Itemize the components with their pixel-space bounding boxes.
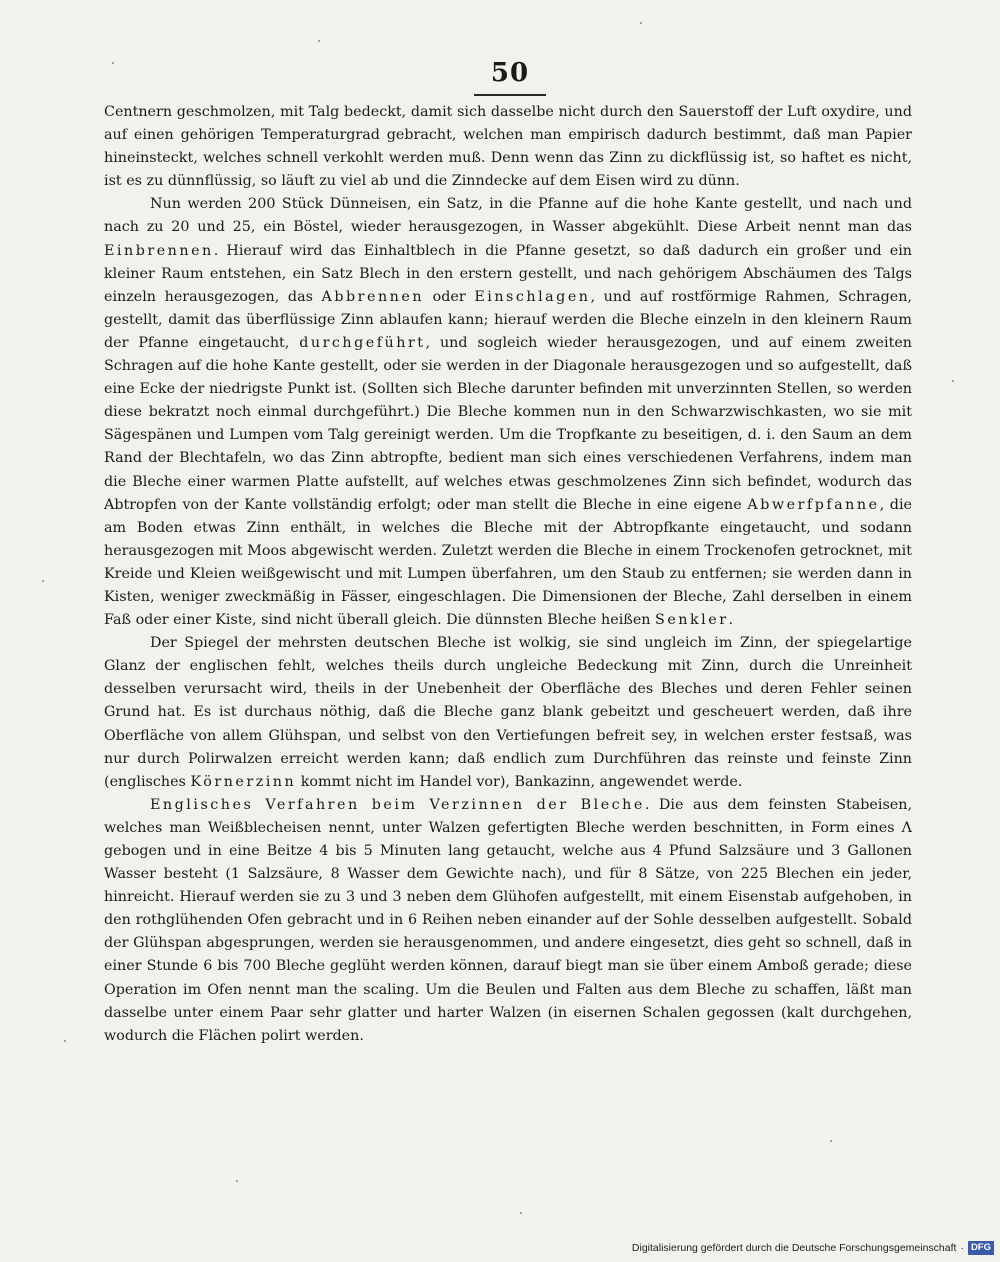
text-run: Nun werden 200 Stück Dünneisen, ein Satz, in die Pfanne auf die hohe Kante gestellt, und nach und nach zu 20 und 25, ein Böstel, wieder herausgezogen, in Wasser abgekühlt. Diese Arbeit nennt man das (104, 196, 912, 236)
spaced-term: durchgeführt (299, 334, 426, 351)
body-text (104, 101, 912, 1048)
scan-speck (112, 62, 114, 64)
text-run: Der Spiegel der mehrsten deutschen Bleche ist wolkig, sie sind ungleich im Zinn, der spiegelartige Glanz der englischen fehlt, welches theils durch ungleiche Bedeckung mit Zinn, durch die Unreinheit desselben verursacht wird, theils in der Unebenheit der Oberfläche des Bleches und deren Fehler seinen Grund hat. Es ist durchaus nöthig, daß die Bleche ganz blank gebeitzt und gescheuert werden, daß ihre Oberfläche von allem Glühspan, und selbst von den Vertiefungen befreit sey, in welchen erster festsaß, was nur durch Polirwalzen erreicht werden kann; daß endlich zum Durchführen das reinste und feinste Zinn (englisches (104, 635, 912, 790)
paragraph (104, 101, 912, 193)
spaced-term: Englisches Verfahren beim Verzinnen der Bleche (150, 796, 645, 813)
spaced-term: Einbrennen (104, 242, 214, 259)
scan-speck (520, 1212, 522, 1214)
spaced-term: Abbrennen (321, 288, 425, 305)
paragraph (104, 794, 912, 1048)
dfg-logo: DFG (968, 1241, 994, 1255)
paragraph (104, 193, 912, 632)
footer-credit (632, 1240, 994, 1256)
text-run: Centnern geschmolzen, mit Talg bedeckt, damit sich dasselbe nicht durch den Sauerstoff der Luft oxydire, und auf einen gehörigen Temperaturgrad gebracht, welchen man empirisch dadurch bestimmt, daß man Papier hineinsteckt, welches schnell verkohlt werden muß. Denn wenn das Zinn zu dickflüssig ist, so haftet es nicht, ist es zu dünnflüssig, so läuft zu viel ab und die Zinndecke auf dem Eisen wird zu dünn. (104, 104, 912, 190)
text-run: oder (424, 288, 475, 305)
page-number-rule (474, 94, 546, 96)
spaced-term: Senkler (655, 612, 729, 629)
spaced-term: Abwerfpfanne (747, 496, 880, 513)
text-run: , und sogleich wieder herausgezogen, und auf einem zweiten Schragen auf die hohe Kante gestellt, oder sie werden in der Diagonale herausgezogen und so aufgestellt, daß eine Ecke der niedrigste Punkt ist. (Sollten sich Bleche darunter befinden mit unverzinnten Stellen, so werden diese bekratzt noch einmal durchgeführt.) Die Bleche kommen nun in den Schwarzwischkasten, wo sie mit Sägespänen und Lumpen vom Talg gereinigt werden. Um die Tropfkante zu beseitigen, d. i. den Saum an dem Rand der Blechtafeln, wo das Zinn abtropfte, bedient man sich eines verschiedenen Verfahrens, indem man die Bleche einer warmen Platte aufstellt, auf welches etwas geschmolzenes Zinn sich befindet, wodurch das Abtropfen von der Kante vollständig erfolgt; oder man stellt die Bleche in eine eigene (104, 334, 912, 513)
scan-speck (236, 1180, 238, 1182)
text-run: . Die aus dem feinsten Stabeisen, welches man Weißblecheisen nennt, unter Walzen gefertigten Bleche werden beschnitten, in Form eines Λ gebogen und in eine Beitze 4 bis 5 Minuten lang getaucht, welche aus 4 Pfund Salzsäure und 3 Gallonen Wasser besteht (1 Salzsäure, 8 Wasser dem Gewichte nach), und für 8 Sätze, von 225 Blechen ein jeder, hinreicht. Hierauf werden sie zu 3 und 3 neben dem Glühofen aufgestellt, mit einem Eisenstab aufgehoben, in den rothglühenden Ofen gebracht und in 6 Reihen neben einander auf der Sohle desselben aufgestellt. Sobald der Glühspan abgesprungen, werden sie herausgenommen, und andere eingesetzt, dies geht so schnell, daß in einer Stunde 6 bis 700 Bleche geglüht werden können, darauf biegt man sie über einem Amboß gerade; diese Operation im Ofen nennt man the scaling. Um die Beulen und Falten aus dem Bleche zu schaffen, läßt man dasselbe unter einem Paar sehr glatter und harter Walzen (in eisernen Schalen gegossen (kalt durchgehen, wodurch die Flächen polirt werden. (104, 796, 912, 1044)
text-run: , und auf rostförmige Rahmen, Schragen, gestellt, damit das überflüssige Zinn ablaufen kann; hierauf werden die Bleche einzeln in den kleinern Raum der Pfanne eingetaucht, (104, 288, 912, 351)
spaced-term: Einschlagen (474, 288, 591, 305)
text-run: . (728, 612, 734, 629)
text-run: . Hierauf wird das Einhaltblech in die Pfanne gesetzt, so daß dadurch ein großer und ein kleiner Raum entstehen, ein Satz Blech in den erstern gestellt, und nach gehörigem Abschäumen des Talgs einzeln herausgezogen, das (104, 242, 912, 305)
text-run: kommt nicht im Handel vor), Bankazinn, angewendet werde. (296, 773, 743, 790)
scan-speck (318, 40, 320, 42)
scan-speck (64, 1040, 66, 1042)
text-run: , die am Boden etwas Zinn enthält, in welches die Bleche mit der Abtropfkante eingetaucht, und sodann herausgezogen mit Moos abgewischt werden. Zuletzt werden die Bleche in einem Trockenofen getrocknet, mit Kreide und Kleien weißgewischt und mit Lumpen überfahren, um den Staub zu entfernen; sie werden dann in Kisten, weniger zweckmäßig in Fässer, eingeschlagen. Die Dimensionen der Bleche, Zahl derselben in einem Faß oder einer Kiste, sind nicht überall gleich. Die dünnsten Bleche heißen (104, 496, 912, 629)
spaced-term: Körnerzinn (190, 773, 297, 790)
scan-speck (830, 1140, 832, 1142)
scan-speck (952, 380, 954, 382)
page-number: 50 (490, 58, 530, 88)
paragraph (104, 632, 912, 794)
footer-text: Digitalisierung gefördert durch die Deutsche Forschungsgemeinschaft (631, 1242, 957, 1254)
footer-separator: · (960, 1242, 964, 1254)
scan-speck (42, 580, 44, 582)
scan-speck (640, 22, 642, 24)
